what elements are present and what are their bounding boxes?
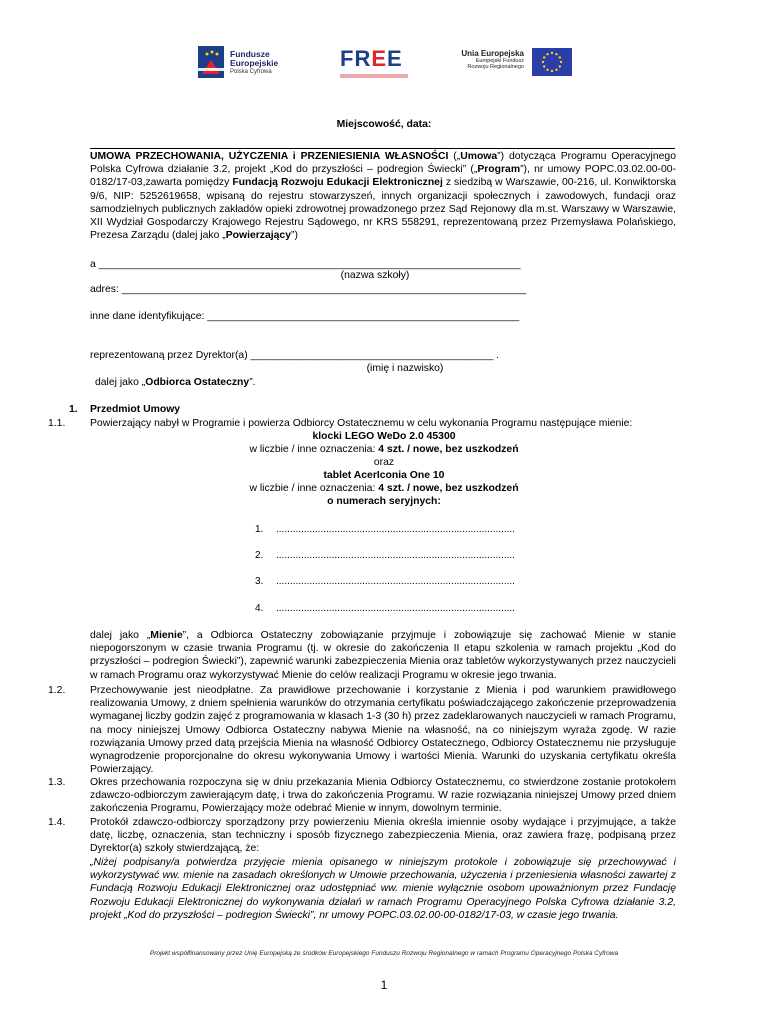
- ue-logo-line3: Rozwoju Regionalnego: [467, 64, 524, 70]
- director-name-caption: (imię i nazwisko): [366, 363, 444, 374]
- qty-prefix-1: w liczbie / inne oznaczenia:: [249, 444, 379, 455]
- serial-numbers-heading: o numerach seryjnych:: [327, 496, 441, 507]
- intro-text-e: ”): [291, 230, 298, 242]
- item-tablet-qty: [0, 482, 768, 495]
- fe-emblem-icon: [198, 46, 224, 78]
- serial-number-2-field[interactable]: ......................................................................................: [276, 550, 515, 561]
- fe-logo-line2: Europejskie: [230, 58, 279, 68]
- clause-1-3-text: Okres przechowania rozpoczyna się w dniu przekazania Mienia Odbiorcy Ostatecznemu, co stwierdzone zostanie protokołem zdawczo-odbiorczym zawierającym datę, i trwa do zakończenia Programu. W razie rozwiązania niniejszej Umowy przed dniem zakończenia Programu, Powierzający może odebrać Mienie w innym, dowolnym terminie.: [90, 777, 676, 815]
- fe-logo-line3: Polska Cyfrowa: [230, 69, 272, 75]
- fe-logo-text: [230, 50, 278, 77]
- intro-text-b: ”) dotycząca Programu Operacyjnego Polska Cyfrowa działanie 3.2, projekt „Kod do przyszłości – podregion Świecki” („: [90, 151, 676, 176]
- place-date-heading: Miejscowość, data:: [336, 119, 432, 130]
- school-name-field[interactable]: a _________________________________________________________________________: [90, 259, 521, 270]
- other-id-field[interactable]: inne dane identyfikujące: ______________________________________________________: [90, 311, 520, 322]
- qty-value-1: 4 szt. / nowe, bez uszkodzeń: [378, 444, 519, 455]
- clause-1-3-number: 1.3.: [48, 777, 66, 788]
- clause-1-4-quote: „Niżej podpisany/a potwierdza przyjęcie mienia opisanego w niniejszym protokole i zobowiązuje się przechowywać i wykorzystywać ww. mienie na zasadach określonych w Umowie przechowania, użyczenia i przeniesienia własności zawartej z Fundacją Rozwoju Edukacji Elektronicznej oraz udostępniać ww. mienie wyłącznie osobom upoważnionym przez Fundację Rozwoju Edukacji Elektronicznej do wykonywania działań w ramach Programu Operacyjnego Polska Cyfrowa działanie 3.2, projekt „Kod do przyszłości – podregion Świecki”, nr umowy POPC.03.02.00-00-0182/17-03, w czasie jego trwania.: [90, 857, 676, 921]
- serial-number-3-field[interactable]: ......................................................................................: [276, 576, 515, 587]
- serial-number-3-label: 3.: [255, 576, 264, 587]
- serial-number-4-field[interactable]: ......................................................................................: [276, 603, 515, 614]
- fe-logo-line1: Fundusze: [230, 49, 270, 59]
- ue-logo-line2: Europejski Fundusz: [475, 58, 524, 64]
- after-prefix: dalej jako „: [90, 630, 151, 641]
- contract-title: UMOWA PRZECHOWANIA, UŻYCZENIA i PRZENIESIENIA WŁASNOŚCI: [90, 151, 449, 162]
- term-umowa: Umowa: [460, 151, 498, 162]
- item-tablet: tablet AcerIconia One 10: [323, 470, 445, 481]
- item-lego-qty: [0, 443, 768, 456]
- clause-1-1-number: 1.1.: [48, 418, 66, 429]
- term-program: Program: [477, 164, 521, 176]
- clause-1-2-text: Przechowywanie jest nieodpłatne. Za prawidłowe przechowanie i korzystanie z Mienia i pod warunkiem prawidłowego realizowania Umowy, z dniem spełnienia warunków do otrzymania certyfikatu poświadczającego zakończenie przeprowadzenia wymaganej liczby godzin zajęć z programowania w klasach 1-3 (30 h) przez zadeklarowanych nauczycieli w ramach Programu, na mocy niniejszej Umowy Odbiorca Ostateczny nabywa Mienie na własność, na co niniejszym wyraża zgodę. W razie rozwiązania Umowy przed datą przejścia Mienia na własność Odbiorcy Ostatecznego, Odbiorcy Ostatecznemu nie przysługuje wynagrodzenie proporcjonalne do okresu wykonywania Umowy i wartości Mienia. Warunki do uzyskania certyfikatu określa Powierzający.: [90, 685, 676, 776]
- clause-1-1-continuation: [90, 629, 676, 682]
- serial-number-1-label: 1.: [255, 524, 264, 535]
- director-name-field[interactable]: reprezentowaną przez Dyrektor(a) __________________________________________ .: [90, 350, 500, 361]
- serial-number-1-field[interactable]: ......................................................................................: [276, 524, 515, 535]
- oraz-connector: oraz: [373, 457, 395, 468]
- term-odbiorca: Odbiorca Ostateczny: [145, 377, 250, 388]
- address-field[interactable]: adres: ______________________________________________________________________: [90, 284, 527, 295]
- dalej-suffix: ”.: [249, 377, 256, 388]
- term-powierzajacy: Powierzający: [225, 230, 291, 242]
- serial-number-4-label: 4.: [255, 603, 264, 614]
- odbiorca-definition: [95, 376, 256, 389]
- section-title: Przedmiot Umowy: [90, 404, 181, 415]
- clause-1-1-text: Powierzający nabył w Programie i powierza Odbiorcy Ostatecznemu w celu wykonania Programu następujące mienie:: [90, 418, 633, 429]
- fundusze-europejskie-logo: [198, 46, 318, 82]
- eu-flag-icon: [532, 48, 572, 76]
- clause-1-2-number: 1.2.: [48, 685, 66, 696]
- clause-1-4-text: Protokół zdawczo-odbiorczy sporządzony przy powierzeniu Mienia określa imiennie osoby wydające i przyjmujące, a także datę, liczbę, oznaczenia, stan techniczny i sposób fizycznego zabezpieczenia Mienia, oraz zawiera frazę, podpisaną przez Dyrektor(a) szkoły stwierdzającą, że:: [90, 817, 676, 855]
- term-mienie: Mienie: [150, 630, 183, 641]
- intro-text-d: z siedzibą w Warszawie, 00-216, ul. Konwiktorska 9/6, NIP: 5252619658, wpisaną do rejestru stowarzyszeń, innych organizacji społecznych i zawodowych, fundacji oraz samodzielnych publicznych zakładów opieki zdrowotnej prowadzonego przez Sąd Rejonowy dla m.st. Warszawy w Warszawie, XII Wydział Gospodarczy Krajowego Rejestru Sądowego, nr KRS 558291, reprezentowaną przez Przemysława Polańskiego, Prezesa Zarządu (dalej jako „: [90, 177, 676, 242]
- page-number: 1: [380, 978, 388, 992]
- ue-logo-line1: Unia Europejska: [461, 49, 524, 58]
- intro-text-a: („: [448, 151, 461, 162]
- unia-europejska-logo: [452, 46, 574, 82]
- clause-1-4-number: 1.4.: [48, 817, 66, 828]
- intro-text-c: ”), nr umowy POPC.03.02.00-00-0182/17-03,zawarta pomiędzy: [90, 164, 676, 189]
- school-name-caption: (nazwa szkoły): [340, 270, 410, 281]
- section-number: 1.: [69, 404, 78, 415]
- after-text: ”, a Odbiorca Ostateczny zobowiązanie przyjmuje i zobowiązuje się zachować Mienie w stanie niepogorszonym w czasie trwania Programu (tj. w okresie do zakończenia II etapu szkolenia w ramach projektu „Kod do przyszłości – podregion Świecki”), zapewnić warunki zabezpieczenia Mienia oraz tabletów wykorzystywanych przez nauczycieli w ramach Programu oraz wykorzystywać Mienie do celów realizacji Programu w okresie jego trwania.: [90, 630, 676, 681]
- qty-prefix-2: w liczbie / inne oznaczenia:: [249, 483, 379, 494]
- dalej-prefix: dalej jako „: [95, 377, 146, 388]
- ue-logo-text: [452, 50, 524, 70]
- serial-number-2-label: 2.: [255, 550, 264, 561]
- fundacja-name: Fundacją Rozwoju Edukacji Elektronicznej: [232, 177, 443, 189]
- free-logo-tagline-bar: [340, 74, 408, 78]
- qty-value-2: 4 szt. / nowe, bez uszkodzeń: [378, 483, 519, 494]
- funding-footer-note: Projekt współfinansowany przez Unię Europejską ze środków Europejskiego Funduszu Rozwoju Regionalnego w ramach Programu Operacyjnego Polska Cyfrowa: [149, 950, 619, 957]
- free-logo-text: FREE: [340, 46, 403, 71]
- horizontal-rule: [90, 148, 675, 149]
- item-lego: klocki LEGO WeDo 2.0 45300: [312, 431, 456, 442]
- logo-bar: [190, 40, 580, 88]
- contract-intro-paragraph: [90, 150, 676, 242]
- free-logo: [340, 44, 410, 84]
